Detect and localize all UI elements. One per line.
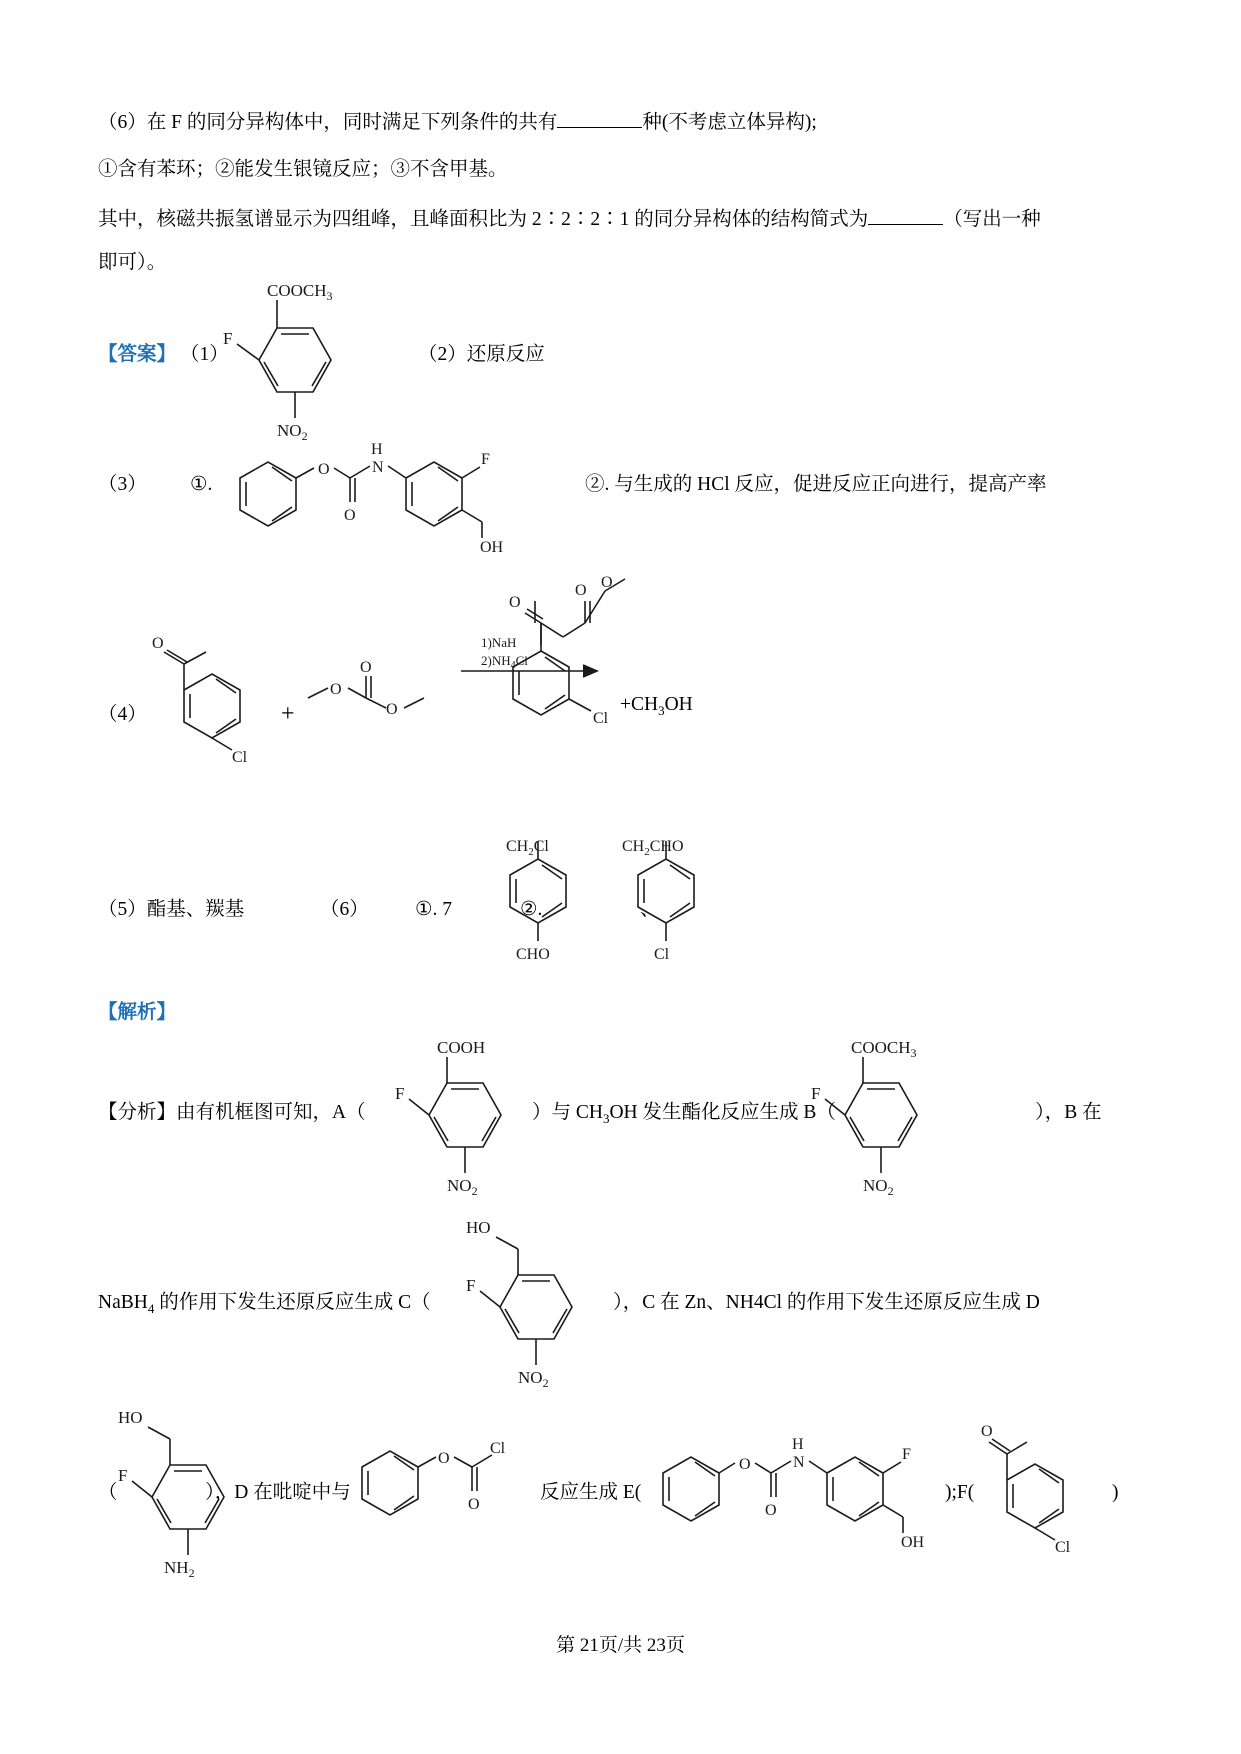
label-o2: O <box>344 507 356 524</box>
label-ho: HO <box>118 1408 143 1427</box>
page-footer: 第 21页/共 23页 <box>556 1635 685 1656</box>
label-o-double: O <box>468 1496 480 1513</box>
structure-b-methyl-ester-2 <box>805 1035 985 1198</box>
analysis-line3-b: ），D 在吡啶中与 <box>205 1482 351 1503</box>
label-cooch3: $COOCH_3$ <box>851 1038 917 1060</box>
label-o-methoxy: O <box>601 574 613 591</box>
answer-6-separator: 、 <box>640 899 660 920</box>
label-cooch3: $COOCH_3$ <box>267 281 333 303</box>
answer-4-plus: + <box>281 701 295 727</box>
label-cooh: COOH <box>437 1038 486 1057</box>
label-f: F <box>481 451 490 468</box>
label-o: O <box>438 1450 450 1467</box>
label-n: N <box>793 1454 805 1471</box>
label-no2: $NO_2$ <box>277 421 308 443</box>
label-ho: HO <box>466 1218 491 1237</box>
analysis-line3-a: （ <box>98 1482 118 1503</box>
analysis-head: 【分析】由有机框图可知，A（ <box>98 1102 366 1123</box>
label-f: F <box>118 1466 128 1485</box>
analysis-seg2: ）与 $CH_3OH$ 发生酯化反应生成 B（ <box>532 1102 836 1126</box>
label-ch2cho: $CH_2CHO$ <box>622 838 684 858</box>
answer-4-label: （4） <box>98 704 147 725</box>
label-no2: $NO_2$ <box>447 1176 478 1198</box>
question6-line3-b: （写出一种 <box>943 209 1041 230</box>
answer-6-mark2: ②. <box>520 899 543 920</box>
label-nh2: $NH_2$ <box>164 1558 195 1580</box>
label-o-left: O <box>330 681 342 698</box>
answer-5-text: （5）酯基、羰基 <box>98 899 245 920</box>
label-o: O <box>318 461 330 478</box>
answer-label: 【答案】 <box>98 344 177 365</box>
question6-line3-a: 其中，核磁共振氢谱显示为四组峰，且峰面积比为 2∶2∶2∶1 的同分异构体的结构简式为 <box>98 209 869 230</box>
label-o-right: O <box>386 701 398 718</box>
label-f: F <box>811 1084 821 1103</box>
label-f: F <box>223 329 233 348</box>
label-cl: Cl <box>593 710 609 727</box>
analysis-line2-a: NaBH$_4$ 的作用下发生还原反应生成 C（ <box>98 1292 431 1316</box>
structure-chloroacetophenone <box>150 630 290 766</box>
answer-3-label: （3） <box>98 474 147 495</box>
label-cl: Cl <box>232 749 248 766</box>
structure-f-ketone <box>981 1420 1125 1556</box>
answer-3-mark2: ②. 与生成的 HCl 反应，促进反应正向进行，提高产率 <box>585 474 1047 495</box>
reagent-bottom: $2)NH_4Cl$ <box>481 653 528 671</box>
label-no2: $NO_2$ <box>518 1368 549 1390</box>
answer-3-mark1: ①. <box>190 474 213 495</box>
label-o: O <box>152 635 164 652</box>
label-oh: OH <box>901 1534 925 1551</box>
label-oh: OH <box>480 539 504 556</box>
label-f: F <box>466 1276 476 1295</box>
question6-line3 <box>98 205 1041 234</box>
label-cl: Cl <box>1055 1539 1071 1556</box>
label-o: O <box>739 1456 751 1473</box>
structure-b-methyl-ester <box>215 278 395 443</box>
fill-blank <box>868 224 943 225</box>
structure-c-alcohol <box>460 1215 630 1390</box>
analysis-line3-e: ) <box>1112 1482 1119 1503</box>
label-f: F <box>395 1084 405 1103</box>
question6-line4: 即可）。 <box>98 252 167 273</box>
question6-line1-b: 种(不考虑立体异构); <box>642 112 817 133</box>
structure-phenyl-chloroformate <box>350 1435 506 1540</box>
label-cho: CHO <box>516 946 550 963</box>
label-o: O <box>981 1423 993 1440</box>
label-h: H <box>371 441 383 458</box>
structure-a-acid <box>395 1035 555 1198</box>
reagent-top: 1)NaH <box>481 635 517 650</box>
label-ch2cl: $CH_2Cl$ <box>506 838 549 858</box>
label-cl: Cl <box>490 1440 506 1457</box>
label-no2: $NO_2$ <box>863 1176 894 1198</box>
label-h: H <box>792 1436 804 1453</box>
structure-isomer-1 <box>490 835 620 965</box>
label-f: F <box>902 1446 911 1463</box>
structure-dimethyl-carbonate <box>300 650 450 740</box>
question6-line1-a: （6）在 F 的同分异构体中，同时满足下列条件的共有 <box>98 112 558 133</box>
analysis-seg3: ），B 在 <box>1035 1102 1102 1123</box>
question6-line1 <box>98 108 817 137</box>
label-o-ester: O <box>575 582 587 599</box>
answer-6-mark1: ①. 7 <box>415 899 452 920</box>
structure-e-carbamate <box>222 440 572 556</box>
analysis-line3-d: );F( <box>945 1482 975 1503</box>
answer-1-label: （1） <box>180 344 229 365</box>
structure-isomer-2 <box>610 835 750 965</box>
structure-beta-ketoester <box>505 565 685 765</box>
analysis-line2-b: ），C 在 Zn、NH4Cl 的作用下发生还原反应生成 D <box>613 1292 1040 1313</box>
question6-line2: ①含有苯环；②能发生银镜反应；③不含甲基。 <box>98 159 508 180</box>
label-cl: Cl <box>654 946 670 963</box>
analysis-label: 【解析】 <box>98 1002 177 1023</box>
answer-6-label: （6） <box>320 899 369 920</box>
structure-e-carbamate-2 <box>655 1435 955 1551</box>
answer-2-text: （2）还原反应 <box>418 344 545 365</box>
fill-blank <box>557 127 642 128</box>
analysis-line3-c: 反应生成 E( <box>540 1482 642 1503</box>
label-o-double: O <box>360 659 372 676</box>
label-n: N <box>372 459 384 476</box>
label-o2: O <box>765 1502 777 1519</box>
label-o-ketone: O <box>509 594 521 611</box>
answer-4-product-extra: $+CH_3OH$ <box>620 694 693 718</box>
